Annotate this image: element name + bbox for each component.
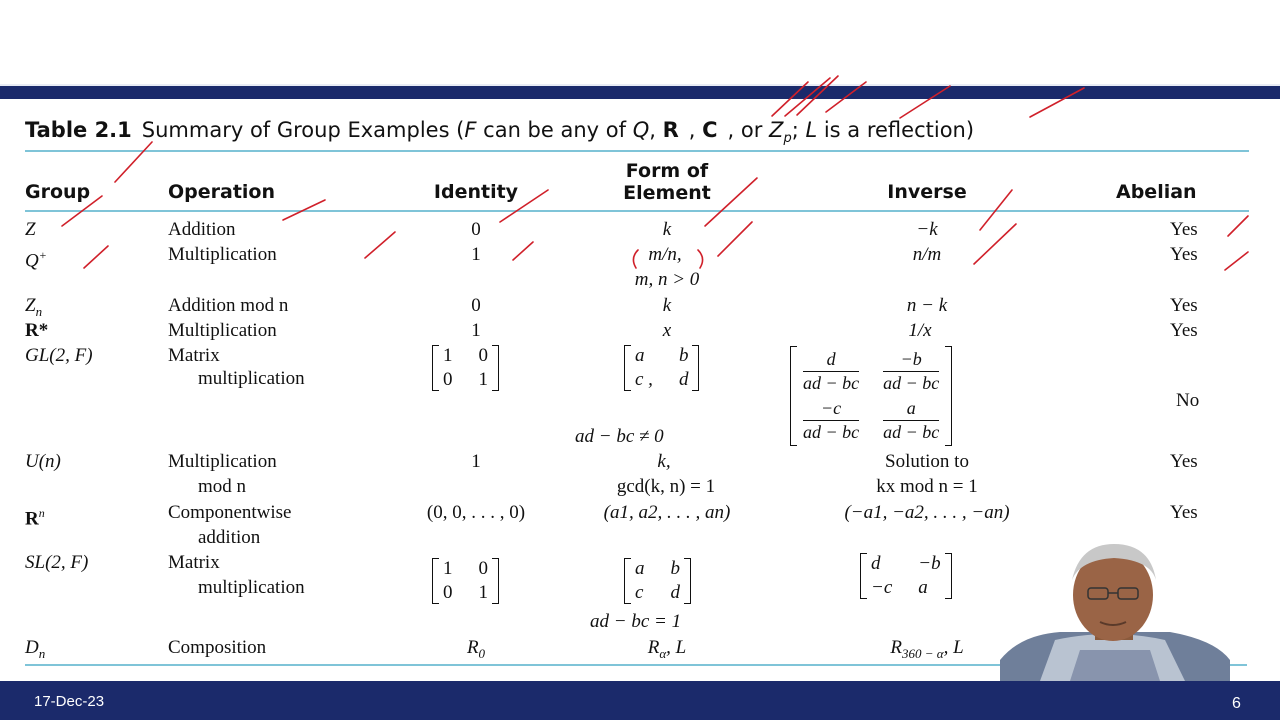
speaker-video bbox=[1000, 540, 1230, 681]
row-un-form-condition: gcd(k, n) = 1 bbox=[616, 476, 716, 497]
row-un-operation: Multiplication bbox=[168, 451, 277, 472]
row-rstar-group: R* bbox=[25, 320, 49, 341]
header-group: Group bbox=[25, 181, 91, 203]
row-dn-operation: Composition bbox=[168, 637, 267, 658]
row-rn-abelian: Yes bbox=[1170, 502, 1198, 523]
row-gl-form-condition: ad − bc ≠ 0 bbox=[575, 426, 664, 447]
row-dn-form: $R_\alpha$, L bbox=[647, 637, 687, 661]
row-z-form: k bbox=[662, 219, 672, 240]
row-rstar-inverse: 1/x bbox=[908, 320, 932, 341]
header-rule bbox=[25, 210, 1249, 212]
row-z-inverse: −k bbox=[916, 219, 938, 240]
footer-page-number: 6 bbox=[1232, 695, 1241, 712]
row-sl-operation-line2: multiplication bbox=[198, 577, 305, 598]
row-zn-identity: 0 bbox=[471, 295, 481, 316]
row-sl-operation: Matrix bbox=[168, 552, 220, 573]
row-gl-operation-line2: multiplication bbox=[198, 368, 305, 389]
row-un-inverse-line2: kx mod n = 1 bbox=[876, 476, 978, 497]
row-rn-group: $R^n$ bbox=[25, 506, 45, 530]
header-identity: Identity bbox=[433, 181, 519, 203]
row-un-form: k, bbox=[657, 451, 671, 472]
row-rstar-form: x bbox=[662, 320, 672, 341]
header-form-line1: Form of bbox=[625, 160, 709, 182]
row-dn-group: $D_n$ bbox=[25, 637, 46, 661]
row-sl-identity-matrix: 1 0 0 1 bbox=[432, 558, 499, 604]
header-operation: Operation bbox=[168, 181, 276, 203]
row-zn-operation: Addition mod n bbox=[168, 295, 289, 316]
row-rn-identity: (0, 0, . . . , 0) bbox=[426, 502, 526, 523]
footer-date: 17-Dec-23 bbox=[34, 693, 105, 710]
row-zn-form: k bbox=[662, 295, 672, 316]
row-rstar-identity: 1 bbox=[471, 320, 481, 341]
row-qplus-form-condition: m, n > 0 bbox=[634, 269, 700, 290]
row-sl-form-condition: ad − bc = 1 bbox=[590, 611, 682, 632]
header-abelian: Abelian bbox=[1116, 181, 1197, 203]
row-z-identity: 0 bbox=[471, 219, 481, 240]
table-label: Table 2.1 bbox=[25, 118, 132, 142]
row-qplus-form: m/n, bbox=[648, 244, 682, 265]
row-zn-group: $Z_n$ bbox=[25, 295, 43, 319]
row-z-abelian: Yes bbox=[1170, 219, 1198, 240]
row-rn-operation: Componentwise bbox=[168, 502, 292, 523]
header-form bbox=[623, 160, 711, 204]
row-rn-form: (a1, a2, . . . , an) bbox=[603, 502, 731, 523]
row-qplus-abelian: Yes bbox=[1170, 244, 1198, 265]
footer-bar bbox=[0, 681, 1280, 720]
row-gl-inverse-matrix: $\frac{d}{ad - bc}$ $\frac{-b}{ad - bc}$ $\frac{-c}{ad - bc}$ $\frac{a}{ad - bc}$ bbox=[790, 346, 952, 446]
row-gl-operation: Matrix bbox=[168, 345, 220, 366]
row-rn-operation-line2: addition bbox=[198, 527, 261, 548]
row-un-identity: 1 bbox=[471, 451, 481, 472]
row-rstar-abelian: Yes bbox=[1170, 320, 1198, 341]
header-bar bbox=[0, 86, 1280, 99]
row-sl-inverse-matrix: d −b −c a bbox=[860, 553, 952, 599]
row-rstar-operation: Multiplication bbox=[168, 320, 277, 341]
row-un-group: U(n) bbox=[25, 451, 61, 472]
row-un-inverse: Solution to bbox=[885, 451, 969, 472]
row-gl-identity-matrix: 1 0 0 1 bbox=[432, 345, 499, 391]
table-caption bbox=[25, 118, 974, 146]
row-gl-group: GL(2, F) bbox=[25, 345, 93, 366]
row-dn-identity: $R_0$ bbox=[466, 637, 486, 661]
row-z-group: Z bbox=[25, 219, 36, 240]
row-qplus-operation: Multiplication bbox=[168, 244, 277, 265]
row-zn-abelian: Yes bbox=[1170, 295, 1198, 316]
row-gl-abelian: No bbox=[1176, 390, 1200, 411]
row-un-abelian: Yes bbox=[1170, 451, 1198, 472]
header-inverse: Inverse bbox=[887, 181, 967, 203]
row-dn-inverse: $R_{360 - \alpha}$, L bbox=[890, 637, 964, 661]
row-zn-inverse: n − k bbox=[906, 295, 948, 316]
row-z-operation: Addition bbox=[168, 219, 236, 240]
header-form-line2: Element bbox=[623, 182, 711, 204]
caption-rule bbox=[25, 150, 1249, 152]
row-rn-inverse: (−a1, −a2, . . . , −an) bbox=[844, 502, 1010, 523]
row-qplus-inverse: n/m bbox=[912, 244, 942, 265]
row-qplus-identity: 1 bbox=[471, 244, 481, 265]
row-gl-form-matrix: a b c , d bbox=[624, 345, 699, 391]
row-un-operation-line2: mod n bbox=[198, 476, 247, 497]
table-title: Summary of Group Examples (F can be any of Q, R , C , or $Z_p$; L is a reflection) bbox=[141, 118, 975, 147]
row-sl-form-matrix: a b c d bbox=[624, 558, 691, 604]
row-qplus-group: Q+ bbox=[25, 248, 47, 272]
row-sl-group: SL(2, F) bbox=[25, 552, 89, 573]
